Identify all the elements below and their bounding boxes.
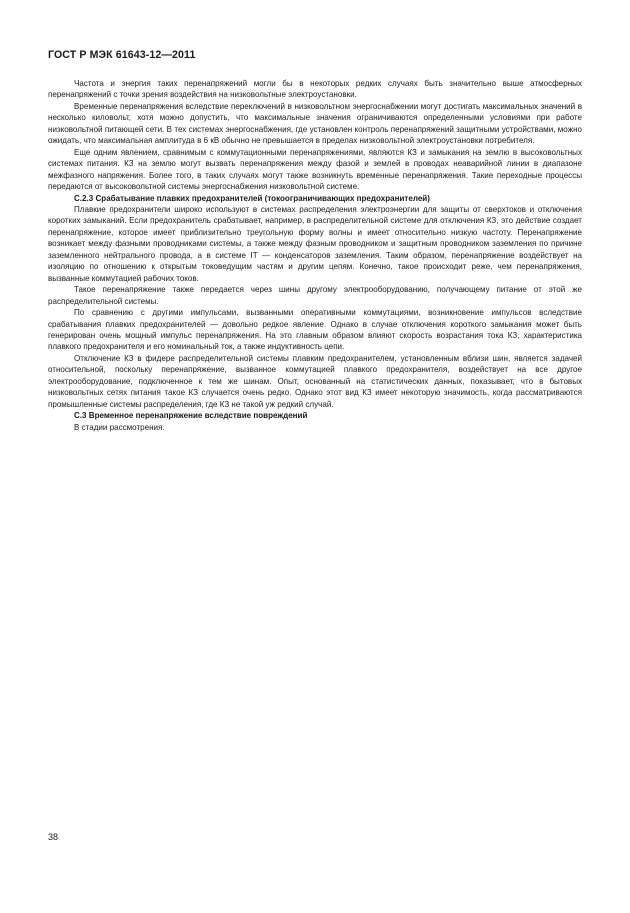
paragraph: Частота и энергия таких перенапряжений могли бы в некоторых редких случаях быть значительно выше атмосферных перенапряжений с точки зрения воздействия на низковольтные электроустановки. [48,79,582,100]
paragraph: Такое перенапряжение также передается через шины другому электрооборудованию, получающему питание от этой же распределительной системы. [48,285,582,306]
document-body [48,78,582,433]
paragraph: По сравнению с другими импульсами, вызванными оперативными коммутациями, возникновение импульсов вследствие срабатывания плавких предохранителей — довольно редкое явление. Однако в случае отключения короткого замыкания может быть генерирован очень мощный импульс перенапряжения. На это главным образом влияют скорость возрастания тока КЗ, характеристика плавкого предохранителя и его номинальный ток, а также индуктивность цепи. [48,308,582,352]
paragraph: Отключение КЗ в фидере распределительной системы плавким предохранителем, установленным вблизи шин, является задачей относительной, поскольку перенапряжение, вызванное коммутацией плавкого предохранителя, воздействует на все другое электрооборудование, подключенное к тем же шинам. Опыт, основанный на статистических данных, показывает, что в бытовых низковольтных сетях питания такое КЗ случается очень редко. Однако этот вид КЗ имеет некоторую значимость, когда рассматриваются промышленные системы распределения, где КЗ не такой уж редкий случай. [48,353,582,409]
paragraph: В стадии рассмотрения. [74,422,165,432]
paragraph: Временные перенапряжения вследствие переключений в низковольтном энергоснабжении могут достигать максимальных значений в несколько киловольт, хотя можно допустить, что максимальные значения ограничиваются определенными условиями при работе низковольтной питающей сети. В тех системах энергоснабжения, где установлен контроль перенапряжений защитными устройствами, можно ожидать, что максимальная амплитуда в 6 кВ обычно не превышается в пределах низковольтной электроустановки потребителя. [48,101,582,146]
section-heading: С.3 Временное перенапряжение вследствие повреждений [74,411,308,421]
paragraph: Еще одним явлением, сравнимым с коммутационными перенапряжениями, являются КЗ и замыкания на землю в высоковольтных системах питания. КЗ на землю могут вызвать перенапряжения между фазой и землей в проводах неаварийной линии в диапазоне межфазного напряжения. Более того, в таких случаях могут также возникнуть временные перенапряжения. Такие переходные процессы передаются от высоковольтной системы энергоснабжения низковольтной системе. [48,147,582,192]
section-heading: С.2.3 Срабатывание плавких предохранителей (токоограничивающих предохранителей) [74,193,430,203]
paragraph: Плавкие предохранители широко используют в системах распределения электроэнергии для защиты от сверхтоков и отключения коротких замыканий. Если предохранитель срабатывает, например, в распределительной системе для отключения КЗ, это действие создает перенапряжение, которое имеет приблизительно треугольную форму волны и имеет относительно низкую частоту. Перенапряжение возникает между фазными проводниками системы, а также между фазным проводником и защитным проводником заземления по причине заземленного нейтрального провода, а в системе IT — конденсаторов заземления. Таким образом, перенапряжение воздействует на изоляцию по отношению к открытым токоведущим частям и другим цепям. Конечно, такое происходит реже, чем перенапряжения, вызванные коммутацией рабочих токов. [48,204,582,283]
page-number: 38 [48,832,59,842]
document-header: ГОСТ Р МЭК 61643-12—2011 [48,49,196,61]
